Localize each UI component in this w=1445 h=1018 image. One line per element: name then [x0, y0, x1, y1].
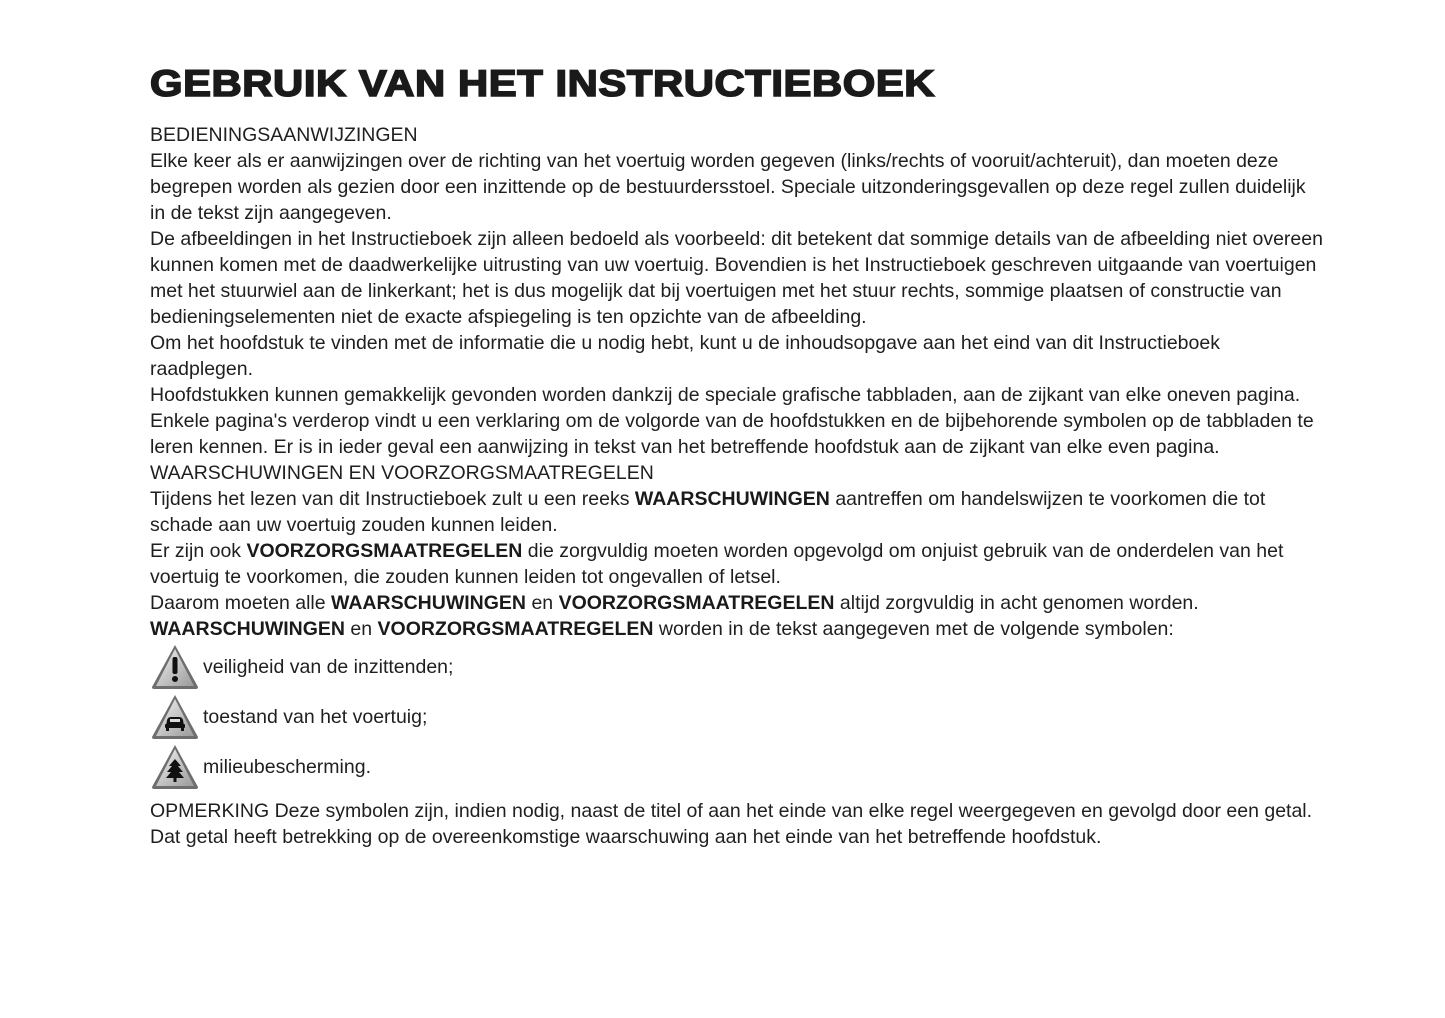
paragraph-symbols-intro: WAARSCHUWINGEN en VOORZORGSMAATREGELEN worden in de tekst aangegeven met de volgende symbolen: [150, 618, 1174, 641]
paragraph-table-of-contents: Om het hoofdstuk te vinden met de informatie die u nodig hebt, kunt u de inhoudsopgave aan het eind van dit Instructieboek raadplegen. [150, 332, 1220, 381]
paragraph-warnings-intro: Tijdens het lezen van dit Instructieboek zult u een reeks WAARSCHUWINGEN aantreffen om handelswijzen te voorkomen die tot schade aan uw voertuig zouden kunnen leiden. [150, 488, 1266, 537]
symbol-label-vehicle-condition: toestand van het voertuig; [203, 705, 428, 728]
page-title: GEBRUIK VAN HET INSTRUCTIEBOEK [150, 63, 936, 104]
symbol-label-environment: milieubescherming. [203, 755, 371, 778]
symbol-row-vehicle-condition [150, 692, 1325, 742]
paragraph-precautions-intro: Er zijn ook VOORZORGSMAATREGELEN die zorgvuldig moeten worden opgevolgd om onjuist gebruik van de onderdelen van het voertuig te voorkomen, die zouden kunnen leiden tot ongevallen of letsel. [150, 540, 1284, 589]
section-heading-operating-instructions: BEDIENINGSAANWIJZINGEN [150, 124, 418, 147]
symbol-row-occupant-safety [150, 642, 1325, 692]
paragraph-observe-all: Daarom moeten alle WAARSCHUWINGEN en VOORZORGSMAATREGELEN altijd zorgvuldig in acht genomen worden. [150, 592, 1199, 615]
symbol-row-environment [150, 742, 1325, 792]
tree-warning-icon [150, 743, 200, 791]
note-paragraph: OPMERKING Deze symbolen zijn, indien nodig, naast de titel of aan het einde van elke regel weergegeven en gevolgd door een getal. Dat getal heeft betrekking op de overeenkomstige waarschuwing aan het einde van het betreffende hoofdstuk. [150, 800, 1313, 849]
symbol-label-occupant-safety: veiligheid van de inzittenden; [203, 655, 454, 678]
manual-page [150, 62, 1325, 850]
exclamation-warning-icon [150, 643, 200, 691]
paragraph-illustrations: De afbeeldingen in het Instructieboek zijn alleen bedoeld als voorbeeld: dit betekent dat sommige details van de afbeelding niet overeen kunnen komen met de daadwerkelijke uitrusting van uw voertuig. Bovendien is het Instructieboek geschreven uitgaande van voertuigen met het stuurwiel aan de linkerkant; het is dus mogelijk dat bij voertuigen met het stuur rechts, sommige plaatsen of constructie van bedieningselementen niet de exacte afspiegeling is ten opzichte van de afbeelding. [150, 228, 1323, 329]
paragraph-direction: Elke keer als er aanwijzingen over de richting van het voertuig worden gegeven (links/rechts of vooruit/achteruit), dan moeten deze begrepen worden als gezien door een inzittende op de bestuurdersstoel. Speciale uitzonderingsgevallen op deze regel zullen duidelijk in de tekst zijn aangegeven. [150, 150, 1306, 225]
car-warning-icon [150, 693, 200, 741]
paragraph-chapter-tabs: Hoofdstukken kunnen gemakkelijk gevonden worden dankzij de speciale grafische tabbladen, aan de zijkant van elke oneven pagina. Enkele pagina's verderop vindt u een verklaring om de volgorde van de hoofdstukken en de bijbehorende symbolen op de tabbladen te leren kennen. Er is in ieder geval een aanwijzing in tekst van het betreffende hoofdstuk aan de zijkant van elke even pagina. [150, 384, 1314, 459]
section-heading-warnings: WAARSCHUWINGEN EN VOORZORGSMAATREGELEN [150, 462, 654, 485]
